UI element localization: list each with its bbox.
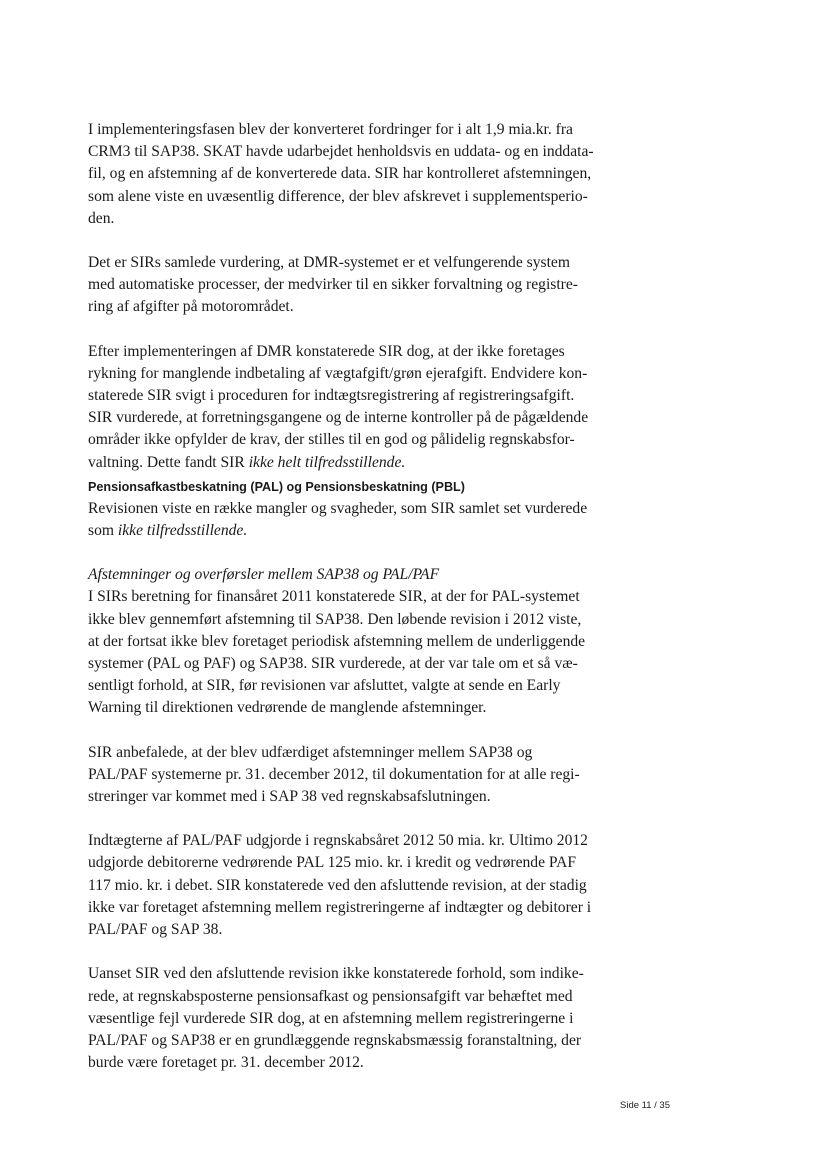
text-line: SIR vurderede, at forretningsgangene og de interne kontroller på de pågældende [88,409,589,427]
text-line: PAL/PAF systemerne pr. 31. december 2012, til dokumentation for at alle regi- [88,765,580,783]
paragraph-conclusion [88,963,628,1074]
text-fragment: valtning. Dette fandt SIR [88,453,249,471]
paragraph-spacer [88,720,628,742]
paragraph-spacer [88,230,628,252]
text-line: staterede SIR svigt i proceduren for indtægtsregistrering af registreringsafgift. [88,387,575,405]
text-line: systemer (PAL og PAF) og SAP38. SIR vurderede, at der var tale om et så væ- [88,655,578,673]
text-line: Det er SIRs samlede vurdering, at DMR-systemet er et velfungerende system [88,254,570,272]
text-line: Efter implementeringen af DMR konstaterede SIR dog, at der ikke foretages [88,342,565,360]
text-line: Afstemninger og overførsler mellem SAP38 og PAL/PAF [88,566,440,584]
text-line: områder ikke opfylder de krav, der stilles til en god og pålidelig regnskabsfor- [88,431,575,449]
paragraph-spacer [88,941,628,963]
text-line: at der fortsat ikke blev foretaget periodisk afstemning mellem de underliggende [88,632,586,650]
text-line: rede, at regnskabsposterne pensionsafkast og pensionsafgift var behæftet med [88,987,573,1005]
text-line [88,452,628,474]
text-fragment: som [88,522,118,540]
paragraph-implementation [88,119,628,230]
paragraph-revenue [88,830,628,941]
text-line: ring af afgifter på motorområdet. [88,298,294,316]
text-line: I implementeringsfasen blev der konverteret fordringer for i alt 1,9 mia.kr. fra [88,121,573,138]
text-line: I SIRs beretning for finansåret 2011 konstaterede SIR, at der for PAL-systemet [88,588,580,606]
emphasis-text: ikke tilfredsstillende. [117,522,248,540]
text-line: Indtægterne af PAL/PAF udgjorde i regnskabsåret 2012 50 mia. kr. Ultimo 2012 [88,832,588,850]
document-body [88,119,628,1074]
paragraph-reconciliation-2011 [88,586,628,719]
text-line: burde være foretaget pr. 31. december 2012. [88,1054,364,1072]
text-line: PAL/PAF og SAP38 er en grundlæggende regnskabsmæssig foranstaltning, der [88,1031,582,1049]
text-line: med automatiske processer, der medvirker til en sikker forvaltning og registre- [88,276,578,294]
paragraph-spacer [88,319,628,341]
paragraph-pal-summary [88,498,628,542]
text-line: streringer var kommet med i SAP 38 ved regnskabsafslutningen. [88,788,491,806]
text-line: CRM3 til SAP38. SKAT havde udarbejdet henholdsvis en uddata- og en inddata- [88,143,594,161]
paragraph-spacer [88,542,628,564]
text-line: 117 mio. kr. i debet. SIR konstaterede ved den afsluttende revision, at der stadig [88,876,587,894]
paragraph-dmr-assessment [88,252,628,319]
text-line: PAL/PAF og SAP 38. [88,921,223,939]
text-line: sentligt forhold, at SIR, før revisionen var afsluttet, valgte at sende en Early [88,677,561,695]
text-line: som alene viste en uvæsentlig difference, der blev afskrevet i supplementsperio- [88,187,588,205]
text-line: Warning til direktionen vedrørende de manglende afstemninger. [88,699,487,717]
text-line [88,520,628,542]
page-number: Side 11 / 35 [620,1100,671,1111]
text-line: udgjorde debitorerne vedrørende PAL 125 mio. kr. i kredit og vedrørende PAF [88,854,577,872]
text-line: Uanset SIR ved den afsluttende revision ikke konstaterede forhold, som indike- [88,965,584,983]
section-heading: Pensionsafkastbeskatning (PAL) og Pensionsbeskatning (PBL) [88,479,465,494]
text-line: SIR anbefalede, at der blev udfærdiget afstemninger mellem SAP38 og [88,743,533,761]
text-line: Revisionen viste en række mangler og svagheder, som SIR samlet set vurderede [88,499,588,517]
subsection-heading [88,564,628,586]
text-line: væsentlige fejl vurderede SIR dog, at en afstemning mellem registreringerne i [88,1009,574,1027]
text-line: fil, og en afstemning af de konverterede data. SIR har kontrolleret afstemningen, [88,165,592,183]
emphasis-text: ikke helt tilfredsstillende. [248,453,406,471]
text-line: ikke blev gennemført afstemning til SAP38. Den løbende revision i 2012 viste, [88,610,582,628]
text-line: rykning for manglende indbetaling af vægtafgift/grøn ejerafgift. Endvidere kon- [88,364,588,382]
text-line: ikke var foretaget afstemning mellem registreringerne af indtægter og debitorer i [88,898,592,916]
paragraph-spacer [88,808,628,830]
text-line: den. [88,209,115,227]
paragraph-recommendation [88,742,628,809]
paragraph-dmr-findings [88,341,628,474]
